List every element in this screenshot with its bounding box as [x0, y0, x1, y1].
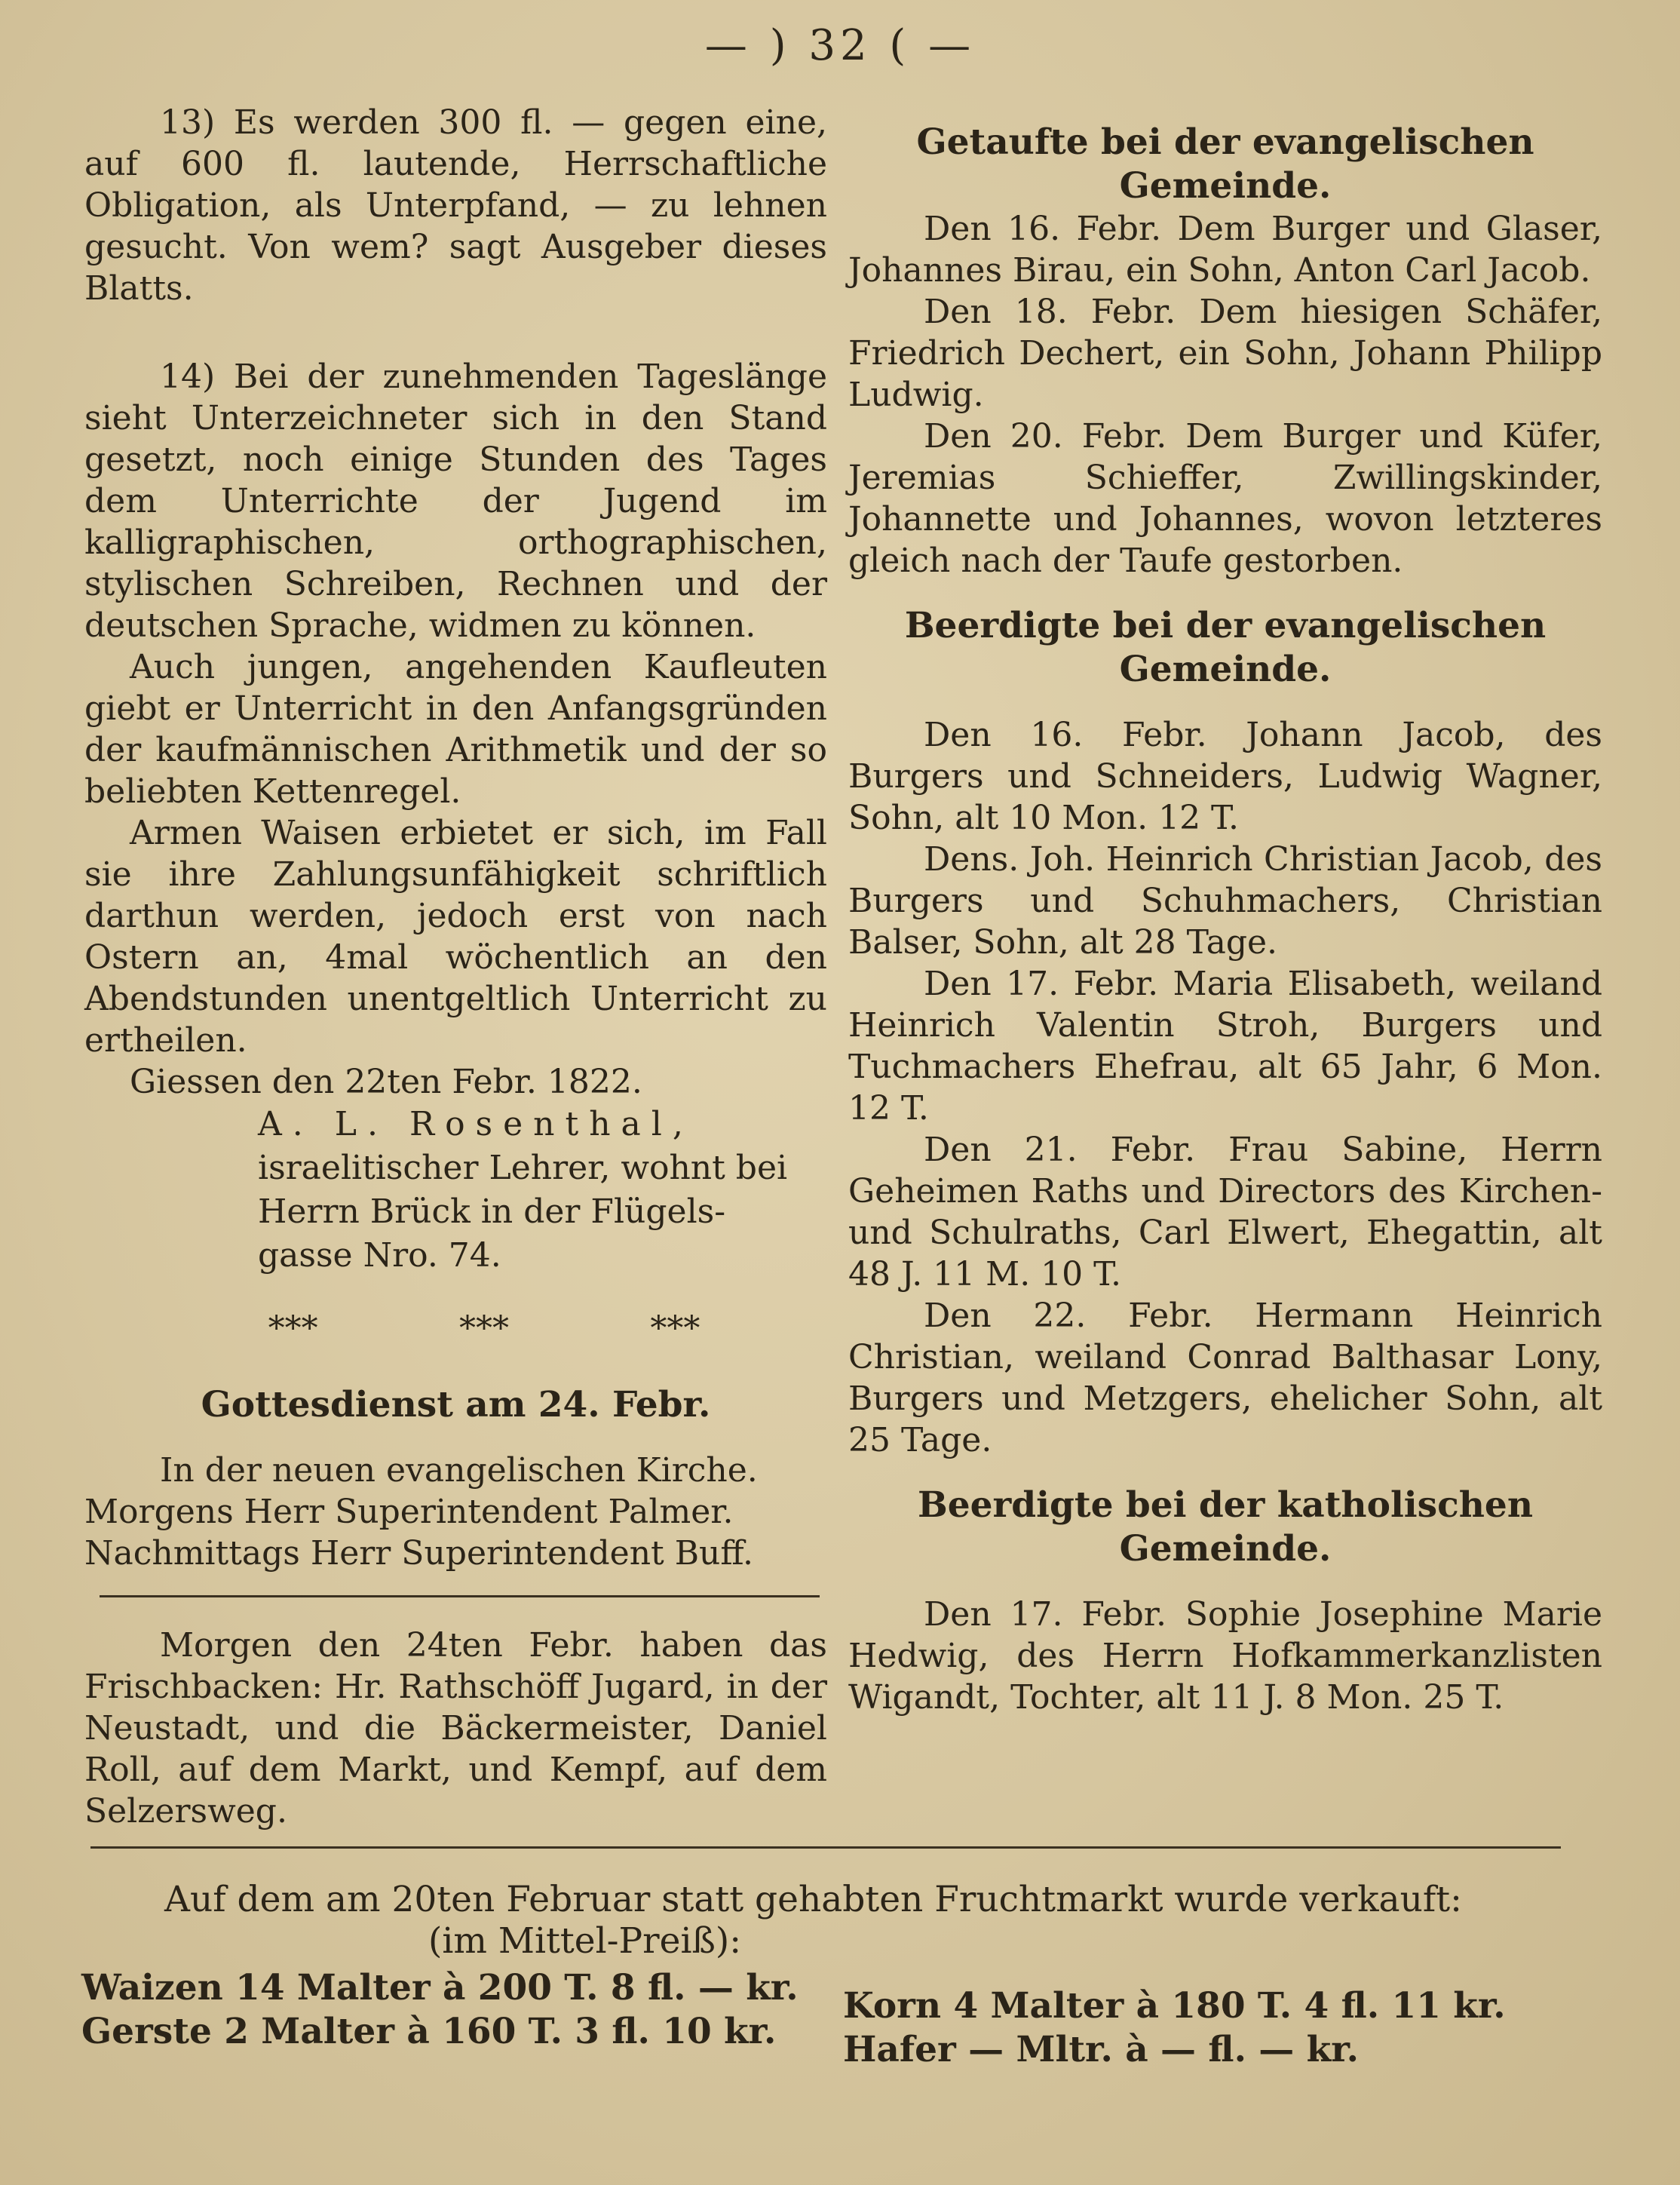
star-ornament: ***	[268, 1309, 318, 1348]
bakers-notice: Morgen den 24ten Febr. haben das Frischbacken: Hr. Rathschöff Jugard, in der Neustadt, und die Bäckermeister, Daniel Roll, auf dem Markt, und Kempf, auf dem Selzersweg.	[84, 1626, 827, 1831]
buried-evangelical-heading: Beerdigte bei der evangelischen Gemeinde.	[904, 605, 1547, 690]
signature-line: gasse Nro. 74.	[258, 1236, 501, 1275]
service-line: Morgens Herr Superintendent Palmer.	[84, 1493, 734, 1531]
market-row: Gerste 2 Malter à 160 T. 3 fl. 10 kr.	[81, 2011, 777, 2052]
notice-14-paragraph: Auch jungen, angehenden Kaufleuten giebt er Unterricht in den Anfangsgründen der kaufmännischen Arithmetik und der so beliebten Kettenregel.	[84, 648, 827, 811]
star-ornament: ***	[458, 1309, 509, 1348]
baptism-entry: Den 18. Febr. Dem hiesigen Schäfer, Friedrich Dechert, ein Sohn, Johann Philipp Ludwig.	[848, 293, 1602, 414]
market-row: Hafer — Mltr. à — fl. — kr.	[843, 2029, 1360, 2070]
market-row: Waizen 14 Malter à 200 T. 8 fl. — kr.	[81, 1967, 799, 2009]
burial-entry: Den 17. Febr. Maria Elisabeth, weiland Heinrich Valentin Stroh, Burgers und Tuchmachers Ehefrau, alt 65 Jahr, 6 Mon. 12 T.	[848, 965, 1602, 1128]
burial-entry: Dens. Joh. Heinrich Christian Jacob, des Burgers und Schuhmachers, Christian Balser, Sohn, alt 28 Tage.	[848, 840, 1602, 962]
signature-block	[84, 1103, 827, 1278]
market-heading: Auf dem am 20ten Februar statt gehabten Fruchtmarkt wurde verkauft:	[164, 1879, 1462, 1920]
notice-13: 13) Es werden 300 fl. — gegen eine, auf 600 fl. lautende, Herrschaftliche Obligation, als Unterpfand, — zu lehnen gesucht. Von wem? sagt Ausgeber dieses Blatts.	[84, 103, 827, 308]
baptism-entry: Den 20. Febr. Dem Burger und Küfer, Jeremias Schieffer, Zwillingskinder, Johannette und Johannes, wovon letzteres gleich nach der Taufe gestorben.	[848, 417, 1602, 580]
signature-name: A. L. Rosenthal,	[258, 1105, 694, 1143]
notice-14-paragraph: Armen Waisen erbietet er sich, im Fall sie ihre Zahlungsunfähigkeit schriftlich darthun werden, jedoch erst von nach Ostern an, 4mal wöchentlich an den Abendstunden unentgeltlich Unterricht zu ertheilen.	[84, 814, 827, 1060]
page-rule	[90, 1846, 1561, 1849]
market-subheading: (im Mittel-Preiß):	[428, 1920, 742, 1962]
burial-entry: Den 21. Febr. Frau Sabine, Herrn Geheimen Raths und Directors des Kirchen- und Schulraths, Carl Elwert, Ehegattin, alt 48 J. 11 M. 10 T.	[848, 1131, 1602, 1294]
burial-entry: Den 16. Febr. Johann Jacob, des Burgers und Schneiders, Ludwig Wagner, Sohn, alt 10 Mon. 12 T.	[848, 716, 1602, 837]
service-line: Nachmittags Herr Superintendent Buff.	[84, 1534, 754, 1573]
burial-entry: Den 22. Febr. Hermann Heinrich Christian, weiland Conrad Balthasar Lony, Burgers und Metzgers, ehelicher Sohn, alt 25 Tage.	[848, 1297, 1602, 1459]
grain-market-report	[81, 1878, 1590, 2070]
baptized-heading: Getaufte bei der evangelischen Gemeinde.	[916, 121, 1534, 207]
star-ornament: ***	[650, 1309, 701, 1348]
market-row: Korn 4 Malter à 180 T. 4 fl. 11 kr.	[843, 1985, 1506, 2027]
baptism-entry: Den 16. Febr. Dem Burger und Glaser, Johannes Birau, ein Sohn, Anton Carl Jacob.	[848, 210, 1602, 290]
section-divider-stars	[198, 1308, 771, 1349]
service-line: In der neuen evangelischen Kirche.	[160, 1451, 758, 1490]
signature-line: Herrn Brück in der Flügels-	[258, 1192, 726, 1231]
column-rule	[100, 1595, 820, 1597]
signature-line: israelitischer Lehrer, wohnt bei	[258, 1149, 788, 1187]
notice-14-paragraph: 14) Bei der zunehmenden Tageslänge sieht Unterzeichneter sich in den Stand gesetzt, noch einige Stunden des Tages dem Unterrichte der Jugend im kalligraphischen, orthographischen, stylischen Schreiben, Rechnen und der deutschen Sprache, widmen zu können.	[84, 358, 827, 645]
page-number: — ) 32 ( —	[704, 21, 976, 70]
right-column	[848, 121, 1602, 1718]
notice-14-date: Giessen den 22ten Febr. 1822.	[130, 1063, 642, 1101]
left-column	[84, 102, 827, 1832]
buried-catholic-heading: Beerdigte bei der katholischen Gemeinde.	[917, 1484, 1533, 1570]
service-heading: Gottesdienst am 24. Febr.	[201, 1384, 711, 1425]
burial-entry: Den 17. Febr. Sophie Josephine Marie Hedwig, des Herrn Hofkammerkanzlisten Wigandt, Tochter, alt 11 J. 8 Mon. 25 T.	[848, 1595, 1602, 1717]
